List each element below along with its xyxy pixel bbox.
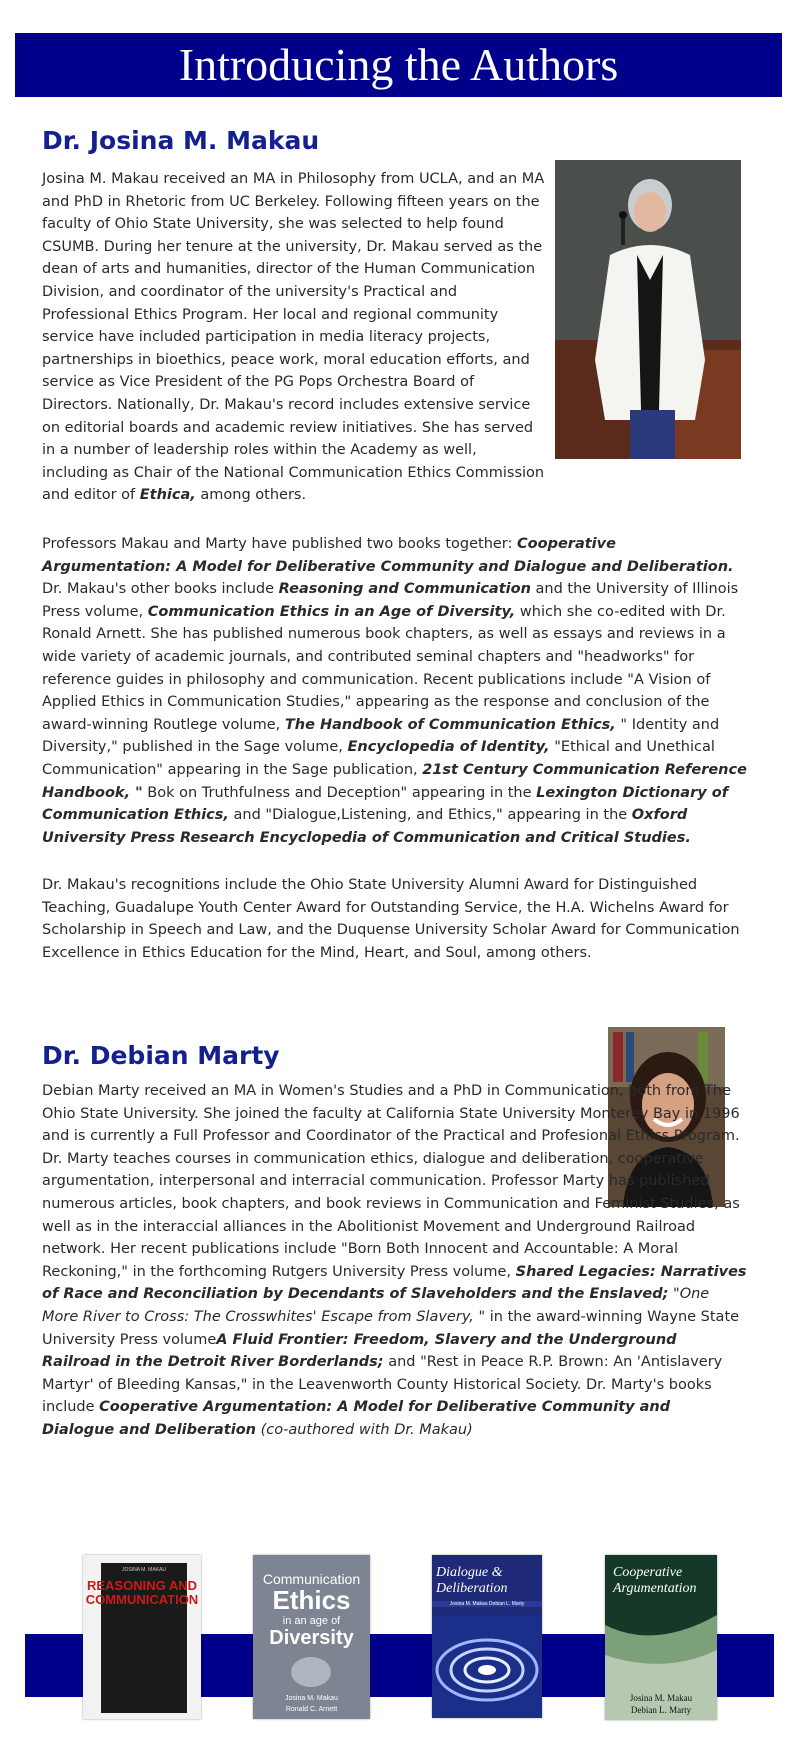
author1-name: Dr. Josina M. Makau (42, 126, 320, 155)
books-text: "Ethical and Unethical Communication" appearing in the Sage publication, (42, 739, 715, 778)
ripple-image (432, 1615, 542, 1718)
book-cover-communication-ethics (253, 1555, 370, 1719)
books-text: and "Dialogue,Listening, and Ethics," appearing in the (228, 807, 632, 824)
book-cover-title-sub: in an age of (282, 1615, 341, 1627)
book-cover-cooperative-argumentation (605, 1555, 717, 1720)
book-title: Lexington Dictionary of Communication Ethics, (42, 784, 729, 824)
author1-bio-text: Josina M. Makau received an MA in Philosophy from UCLA, and an MA and PhD in Rhetoric from UC Berkeley. Following fifteen years on the faculty of Ohio State University, she was selected to help found CSUMB. During her tenure at the university, Dr. Makau served as the dean of arts and humanities, director of the Human Communication Division, and coordinator of the university's Practical and Professional Ethics Program. Her local and regional community service have included participation in media literacy projects, partnerships in bioethics, peace work, moral education efforts, and service as Vice President of the PG Pops Orchestra Board of Directors. Nationally, Dr. Makau's record includes extensive service on editorial boards and academic review initiatives. She has served in a number of leadership roles within the Academy as well, including as Chair of the National Communication Ethics Commission and editor of (42, 171, 545, 504)
book-cover-author: Josina M. Makau (629, 1693, 693, 1703)
book-cover-reasoning (83, 1555, 201, 1719)
book-title: A Fluid Frontier: Freedom, Slavery and the Underground Railroad in the Detroit River Borderlands; (42, 1331, 677, 1371)
awards-text: Dr. Makau's recognitions include the Ohio State University Alumni Award for Distinguished Teaching, Guadalupe Youth Center Award for Outstanding Service, the H.A. Wichelns Award for Scholarship in Speech and Law, and the Duquense University Scholar Award for Communication Excellence in Ethics Education for the Mind, Heart, and Soul, among others. (42, 877, 740, 961)
book-title: The Handbook of Communication Ethics, (284, 716, 616, 733)
books-text: Dr. Makau's other books include (42, 581, 279, 598)
book-title: Encyclopedia of Identity, (347, 739, 550, 756)
book-title: Oxford University Press Research Encyclopedia of Communication and Critical Studies. (42, 807, 691, 846)
author2-bio-text: in the award-winning Wayne State University Press volume (42, 1308, 740, 1348)
book-cover-editor-2: Ronald C. Arnett (285, 1706, 338, 1713)
book-cover-title: REASONING AND COMMUNICATION (85, 1578, 199, 1607)
book-title: Shared Legacies: Narratives of Race and Reconciliation by Decendants of Slaveholders and the Enslaved; (42, 1263, 747, 1303)
author2-bio-text: and "Rest in Peace R.P. Brown: An 'Antislavery Martyr' of Bleeding Kansas," in the Leavenworth County Historical Society. Dr. Marty's books include (42, 1354, 723, 1416)
book-cover-title-main: Ethics (272, 1585, 351, 1615)
book-cover-author-2: Debian L. Marty (630, 1705, 692, 1715)
books-text: which she co-edited with Dr. Ronald Arnett. She has published numerous book chapters, as well as essays and reviews in a wide variety of academic journals, and contributed seminal chapters and "headworks" for reference guides in philosophy and communication. Recent publications include "A Vision of Applied Ethics in Communication Studies," appearing as the response and conclusion of the award-winning Routlege volume, (42, 603, 726, 733)
page-title-banner (15, 33, 782, 97)
books-text: Professors Makau and Marty have published two books together: (42, 536, 518, 552)
book-cover-authors: Josina M. Makau Debian L. Marty (432, 1601, 542, 1607)
book-cover-editor: Josina M. Makau (285, 1695, 338, 1702)
coauthor-note: (co-authored with Dr. Makau) (256, 1421, 473, 1438)
author2-bio-text: Debian Marty received an MA in Women's Studies and a PhD in Communication, both from The Ohio State University. She joined the faculty at California State University Monterey Bay in 1996 and is currently a Full Professor and Coordinator of the Practical and Profesional Ethics Program. Dr. Marty teaches courses in communication ethics, dialogue and deliberation, cooperative argumentation, interpersonal and interracial communication. Professor Marty has published numerous articles, book chapters, and book reviews in Communication and Feminist Studies, as well as in the interaccial alliances in the Abolitionist Movement and Underground Railroad network. Her recent publications include "Born Both Innocent and Accountable: A Moral Reckoning," in the forthcoming Rutgers University Press volume, (42, 1083, 740, 1280)
book-title: Cooperative Argumentation: A Model for Deliberative Community and Dialogue and Deliberation. (42, 536, 734, 575)
author1-photo (555, 160, 741, 459)
author2-name: Dr. Debian Marty (42, 1041, 280, 1070)
page-title: Introducing the Authors (178, 39, 619, 90)
books-text: " Identity and Diversity," published in the Sage volume, (42, 716, 720, 756)
book-title: Communication Ethics in an Age of Diversity, (147, 603, 516, 620)
author1-bio-end: among others. (195, 487, 307, 504)
books-text: Bok on Truthfulness and Deception" appearing in the (142, 784, 537, 801)
author2-bio (42, 1080, 747, 1442)
author1-books-paragraph (42, 533, 747, 849)
book-cover-dialogue-deliberation (432, 1555, 542, 1718)
article-title: "One More River to Cross: The Crosswhites' Escape from Slavery, " (42, 1286, 710, 1325)
book-cover-author: JOSINA M. MAKAU (122, 1567, 166, 1573)
book-cover-title-top: Communication (262, 1571, 361, 1587)
book-cover-title-end: Diversity (269, 1627, 354, 1649)
author1-bio-ethica: Ethica, (139, 487, 196, 504)
book-title: 21st Century Communication Reference Handbook, " (42, 761, 747, 801)
book-cover-title: Cooperative Argumentation (613, 1565, 697, 1596)
book-cover-title: Dialogue & Deliberation (436, 1565, 508, 1596)
book-title: Reasoning and Communication (278, 581, 531, 598)
books-text: and the University of Illinois Press volume, (42, 581, 739, 620)
book-title: Cooperative Argumentation: A Model for Deliberative Community and Dialogue and Deliberation (42, 1399, 671, 1438)
author1-bio (42, 168, 547, 507)
author1-awards-paragraph (42, 874, 747, 964)
